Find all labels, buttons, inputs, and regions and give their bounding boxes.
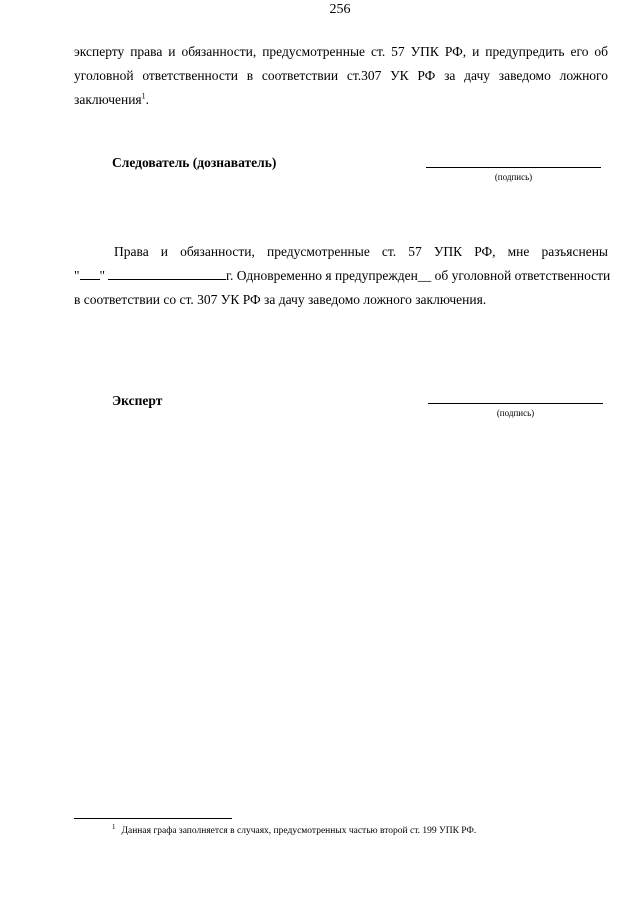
paragraph-line: уголовной ответственности в соответствии ст.307 УК РФ за дачу заведомо ложного (74, 68, 608, 83)
expert-label: Эксперт (112, 393, 163, 408)
expert-rights-paragraph (74, 40, 608, 112)
footnote-text: Данная графа заполняется в случаях, предусмотренных частью второй ст. 199 УПК РФ. (121, 826, 477, 836)
paragraph-line (74, 264, 611, 288)
paragraph-line (74, 88, 608, 112)
investigator-label: Следователь (дознаватель) (112, 155, 277, 170)
footnote-reference[interactable]: 1 (141, 91, 146, 101)
footnote-mark: 1 (112, 822, 116, 831)
expert-signature-line[interactable] (428, 403, 603, 404)
date-day-blank[interactable] (80, 267, 100, 280)
expert-acknowledgement-paragraph (74, 240, 611, 312)
date-month-year-blank[interactable] (108, 267, 226, 280)
paragraph-line: Права и обязанности, предусмотренные ст. 57 УПК РФ, мне разъяснены (114, 244, 608, 259)
paragraph-line-text: г. Одновременно я предупрежден__ об уголовной ответственности (226, 268, 611, 283)
footnote-divider (74, 818, 232, 819)
footnote (112, 822, 477, 836)
date-quote-open: " (74, 268, 80, 283)
investigator-signature-line[interactable] (426, 167, 601, 168)
page-number: 256 (329, 2, 351, 17)
investigator-signature-caption: (подпись) (494, 172, 533, 182)
paragraph-line-end: . (145, 92, 150, 107)
date-quote-close: " (99, 268, 106, 283)
paragraph-line: в соответствии со ст. 307 УК РФ за дачу заведомо ложного заключения. (74, 292, 487, 307)
expert-signature-caption: (подпись) (496, 408, 535, 418)
paragraph-line: эксперту права и обязанности, предусмотренные ст. 57 УПК РФ, и предупредить его об (74, 44, 608, 59)
paragraph-line-text: заключения (74, 92, 142, 107)
